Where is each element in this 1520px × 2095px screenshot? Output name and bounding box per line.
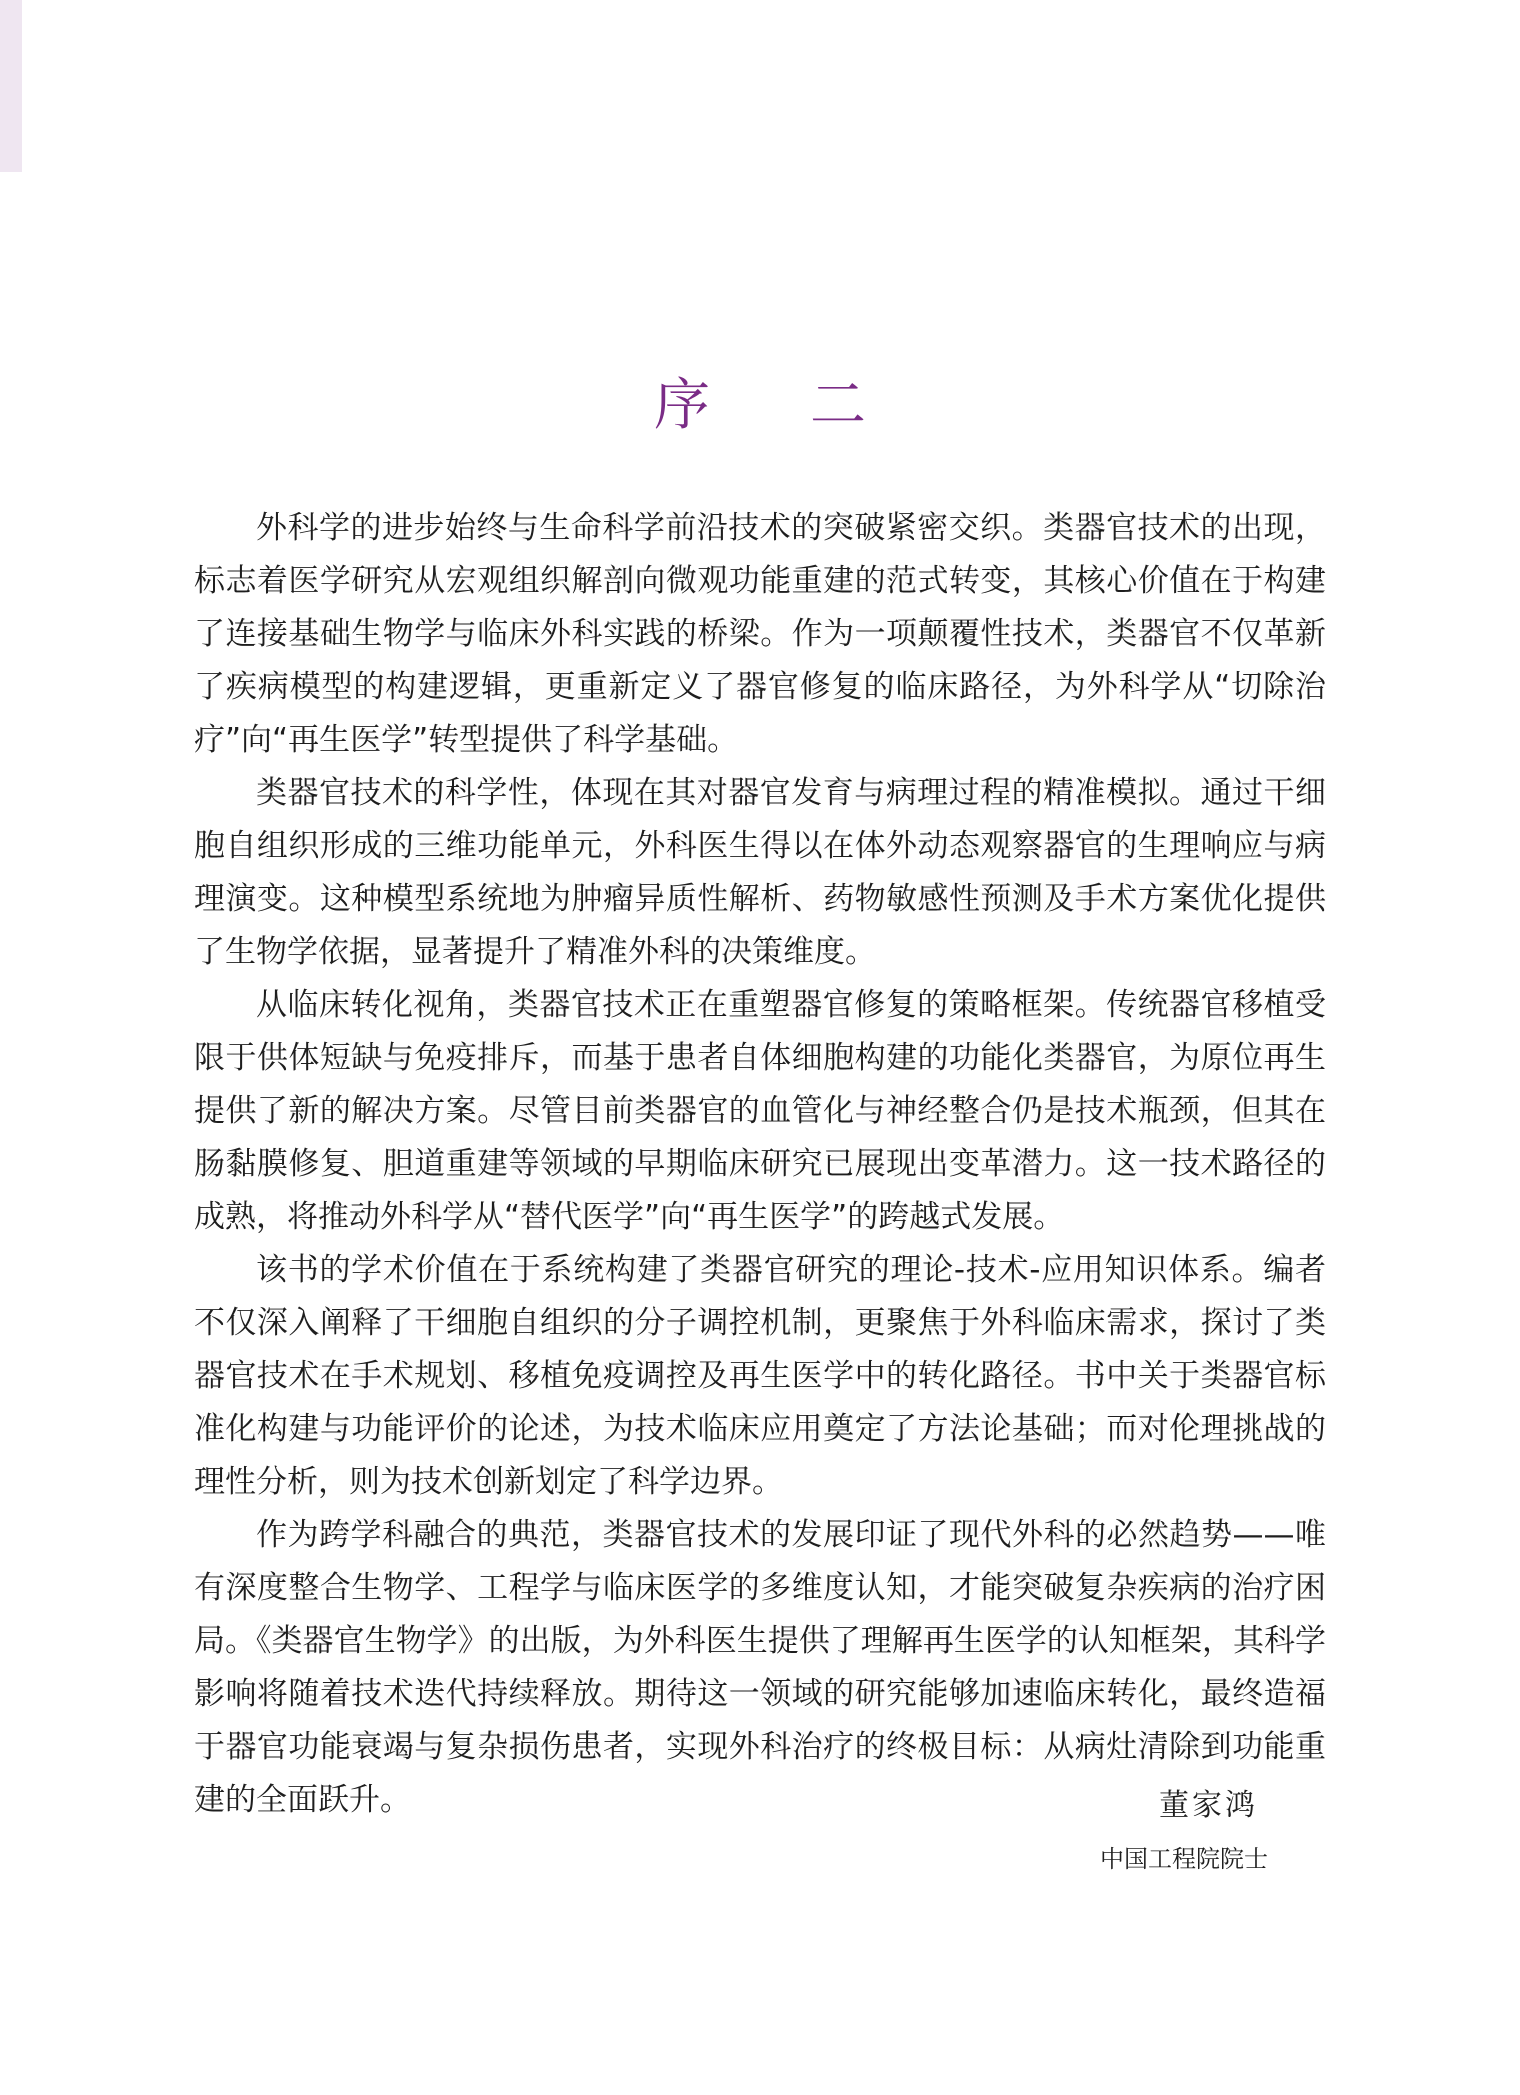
paragraph-3: 从临床转化视角，类器官技术正在重塑器官修复的策略框架。传统器官移植受限于供体短缺与免疫排斥，而基于患者自体细胞构建的功能化类器官，为原位再生提供了新的解决方案。尽管目前类器官的血管化与神经整合仍是技术瓶颈，但其在肠黏膜修复、胆道重建等领域的早期临床研究已展现出变革潜力。这一技术路径的成熟，将推动外科学从“替代医学”向“再生医学”的跨越式发展。 xyxy=(194,987,1326,1235)
page-edge-tab xyxy=(0,0,22,172)
paragraph-2: 类器官技术的科学性，体现在其对器官发育与病理过程的精准模拟。通过干细胞自组织形成的三维功能单元，外科医生得以在体外动态观察器官的生理响应与病理演变。这种模型系统地为肿瘤异质性解析、药物敏感性预测及手术方案优化提供了生物学依据，显著提升了精准外科的决策维度。 xyxy=(194,775,1326,970)
page-title: 序二 xyxy=(654,372,966,438)
paragraph-5: 作为跨学科融合的典范，类器官技术的发展印证了现代外科的必然趋势——唯有深度整合生物学、工程学与临床医学的多维度认知，才能突破复杂疾病的治疗困局。《类器官生物学》的出版，为外科医生提供了理解再生医学的认知框架，其科学影响将随着技术迭代持续释放。期待这一领域的研究能够加速临床转化，最终造福于器官功能衰竭与复杂损伤患者，实现外科治疗的终极目标：从病灶清除到功能重建的全面跃升。 xyxy=(194,1517,1326,1818)
paragraph-1: 外科学的进步始终与生命科学前沿技术的突破紧密交织。类器官技术的出现，标志着医学研究从宏观组织解剖向微观功能重建的范式转变，其核心价值在于构建了连接基础生物学与临床外科实践的桥梁。作为一项颠覆性技术，类器官不仅革新了疾病模型的构建逻辑，更重新定义了器官修复的临床路径，为外科学从“切除治疗”向“再生医学”转型提供了科学基础。 xyxy=(194,510,1326,758)
author-affiliation: 中国工程院院士 xyxy=(1100,1845,1268,1873)
body-text xyxy=(194,502,1326,1827)
paragraph-4: 该书的学术价值在于系统构建了类器官研究的理论-技术-应用知识体系。编者不仅深入阐释了干细胞自组织的分子调控机制，更聚焦于外科临床需求，探讨了类器官技术在手术规划、移植免疫调控及再生医学中的转化路径。书中关于类器官标准化构建与功能评价的论述，为技术临床应用奠定了方法论基础；而对伦理挑战的理性分析，则为技术创新划定了科学边界。 xyxy=(194,1252,1326,1500)
author-signature: 董家鸿 xyxy=(1159,1788,1258,1823)
